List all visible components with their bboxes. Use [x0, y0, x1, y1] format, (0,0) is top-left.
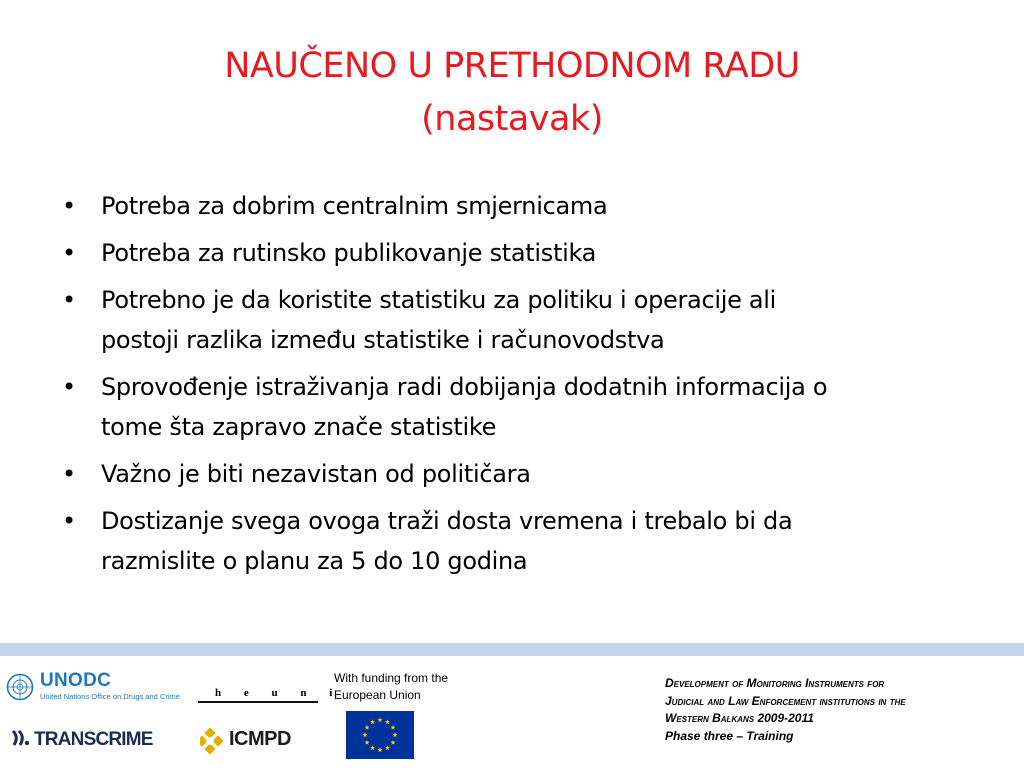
- title-line-1: NAUČENO U PRETHODNOM RADU: [224, 46, 800, 86]
- icmpd-logo-text: ICMPD: [229, 728, 291, 750]
- bullet-text-line-2: razmislite o planu za 5 do 10 godina: [101, 547, 528, 575]
- slide-title: [0, 40, 1024, 146]
- unodc-logo-text: UNODC: [40, 670, 112, 691]
- bullet-text-line-2: postoji razlika između statistike i računovodstva: [101, 326, 665, 354]
- bullet-list: [62, 186, 982, 588]
- project-line-1: Development of Monitoring Instruments for: [665, 676, 885, 690]
- transcrime-logo-text: TRANSCRIME: [34, 729, 153, 750]
- bullet-marker: •: [62, 192, 76, 220]
- bullet-item: [62, 367, 982, 447]
- bullet-marker: •: [62, 460, 76, 488]
- project-line-4: Phase three – Training: [665, 728, 794, 743]
- bullet-text-line-1: Potrebno je da koristite statistiku za politiku i operacije ali: [101, 286, 777, 314]
- bullet-text-line-1: Sprovođenje istraživanja radi dobijanja dodatnih informacija o: [101, 373, 828, 401]
- heuni-logo-text: h e u n i: [215, 687, 343, 699]
- funding-line-1: With funding from the: [334, 671, 449, 685]
- title-line-2: (nastavak): [421, 99, 603, 139]
- bullet-marker: •: [62, 373, 76, 401]
- bullet-item: [62, 280, 982, 360]
- funding-line-2: European Union: [334, 688, 421, 702]
- transcrime-logo-icon: [10, 727, 32, 749]
- bullet-text: Potreba za dobrim centralnim smjernicama: [101, 192, 608, 220]
- bullet-text-line-2: tome šta zapravo znače statistike: [101, 413, 497, 441]
- bullet-text: Važno je biti nezavistan od političara: [101, 460, 531, 488]
- unodc-logo-subtitle: United Nations Office on Drugs and Crime: [40, 692, 180, 701]
- footer-divider-band: [0, 643, 1024, 656]
- eu-flag-icon: [346, 711, 414, 759]
- bullet-item: [62, 454, 982, 494]
- bullet-marker: •: [62, 239, 76, 267]
- bullet-text: Potreba za rutinsko publikovanje statistika: [101, 239, 597, 267]
- bullet-item: [62, 501, 982, 581]
- bullet-marker: •: [62, 286, 76, 314]
- funding-note: [334, 670, 474, 704]
- un-emblem-icon: [6, 673, 34, 701]
- project-description: [665, 675, 1011, 745]
- project-line-3: Western Balkans 2009-2011: [665, 711, 814, 725]
- bullet-text-line-1: Dostizanje svega ovoga traži dosta vremena i trebalo bi da: [101, 507, 793, 535]
- bullet-marker: •: [62, 507, 76, 535]
- heuni-logo-rule: [198, 701, 318, 703]
- bullet-item: [62, 233, 982, 273]
- project-line-2: Judicial and Law Enforcement institutions in the: [665, 693, 906, 708]
- icmpd-logo-icon: [200, 728, 226, 754]
- bullet-item: [62, 186, 982, 226]
